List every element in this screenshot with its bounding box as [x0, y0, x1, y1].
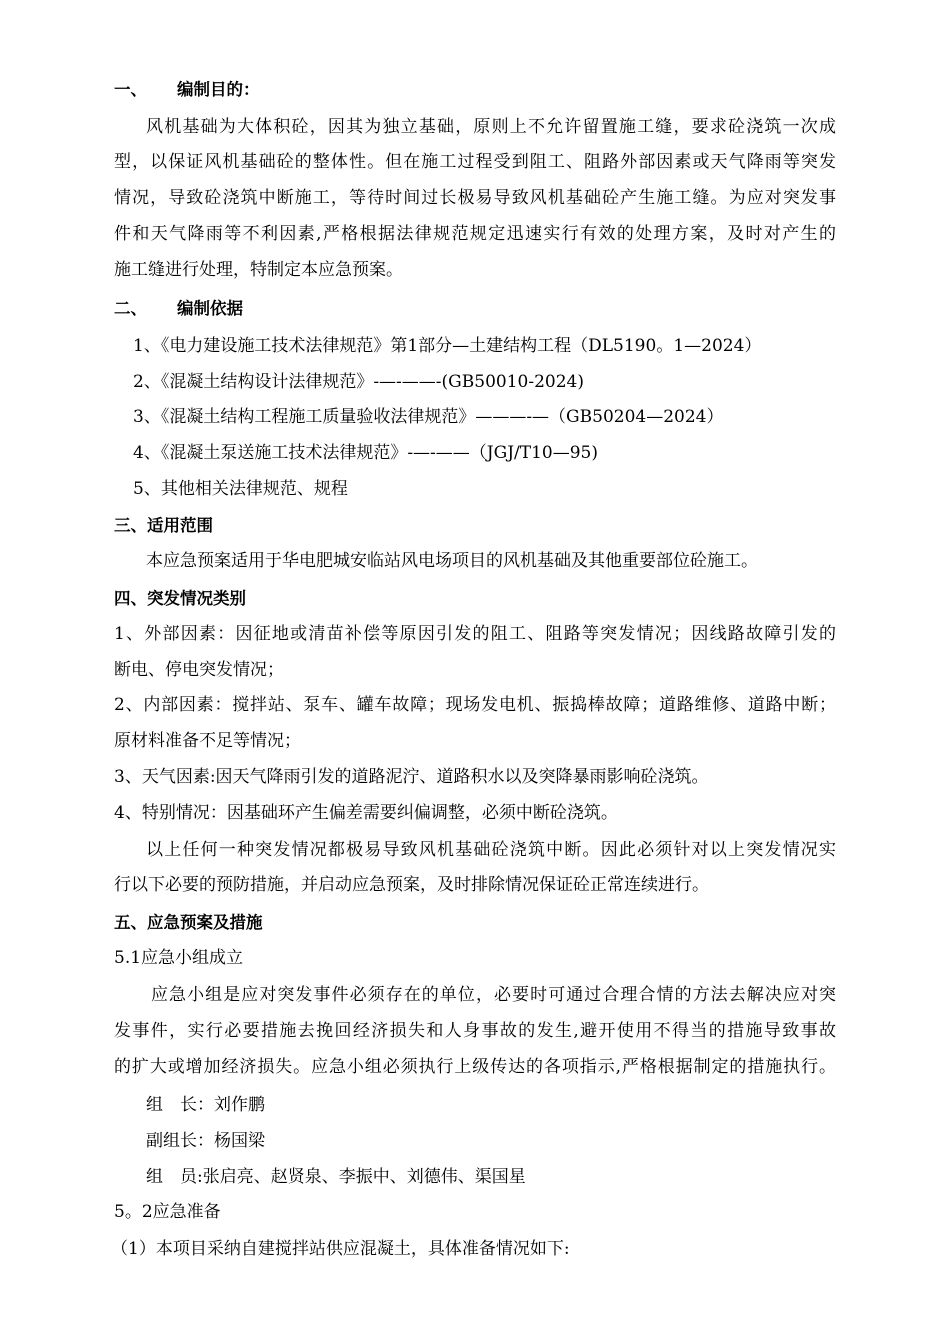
subheading-5-2: 5。2应急准备 [114, 1202, 221, 1222]
heading-2-number: 二、 [114, 299, 147, 318]
reference-item: 1、《电力建设施工技术法律规范》第1部分—土建结构工程（DL5190。1—2024） [133, 336, 762, 356]
paragraph-line: 原材料准备不足等情况； [114, 731, 301, 751]
paragraph-line: 型，以保证风机基础砼的整体性。但在施工过程受到阻工、阻路外部因素或天气降雨等突发 [114, 152, 836, 172]
paragraph-line: 断电、停电突发情况； [114, 660, 284, 680]
paragraph-line: 件和天气降雨等不利因素,严格根据法律规范规定迅速实行有效的处理方案，及时对产生的 [114, 224, 836, 244]
member-line: 组 员:张启亮、赵贤泉、李振中、刘德伟、渠国星 [146, 1167, 526, 1187]
heading-2-title: 编制依据 [177, 299, 243, 318]
paragraph-line: 1、外部因素：因征地或清苗补偿等原因引发的阻工、阻路等突发情况；因线路故障引发的 [114, 624, 836, 644]
heading-5: 五、应急预案及措施 [114, 913, 263, 932]
paragraph-line: 的扩大或增加经济损失。应急小组必须执行上级传达的各项指示,严格根据制定的措施执行。 [114, 1057, 836, 1077]
heading-4: 四、突发情况类别 [114, 589, 246, 608]
paragraph-line: 以上任何一种突发情况都极易导致风机基础砼浇筑中断。因此必须针对以上突发情况实 [146, 840, 836, 860]
heading-1-title: 编制目的： [177, 80, 260, 99]
paragraph-line: 行以下必要的预防措施，并启动应急预案，及时排除情况保证砼正常连续进行。 [114, 875, 709, 895]
reference-item: 3、《混凝土结构工程施工质量验收法律规范》———-—（GB50204—2024） [133, 407, 724, 427]
paragraph-line: 风机基础为大体积砼，因其为独立基础，原则上不允许留置施工缝，要求砼浇筑一次成 [146, 117, 836, 137]
heading-1 [114, 78, 260, 102]
paragraph-line: 发事件，实行必要措施去挽回经济损失和人身事故的发生,避开使用不得当的措施导致事故 [114, 1021, 836, 1041]
paragraph-line: 本应急预案适用于华电肥城安临站风电场项目的风机基础及其他重要部位砼施工。 [146, 551, 758, 571]
subheading-5-1: 5.1应急小组成立 [114, 948, 244, 968]
member-line: 组 长：刘作鹏 [146, 1095, 265, 1115]
heading-3: 三、适用范围 [114, 516, 213, 535]
heading-2 [114, 297, 243, 321]
heading-1-number: 一、 [114, 80, 147, 99]
list-item: （1）本项目采纳自建搅拌站供应混凝土，具体准备情况如下: [111, 1239, 570, 1259]
reference-item: 2、《混凝土结构设计法律规范》-—-——-(GB50010-2024) [133, 372, 584, 392]
paragraph-line: 4、特别情况：因基础环产生偏差需要纠偏调整，必须中断砼浇筑。 [114, 803, 618, 823]
paragraph-line: 施工缝进行处理，特制定本应急预案。 [114, 260, 403, 280]
reference-item: 4、《混凝土泵送施工技术法律规范》-—-——（JGJ/T10—95) [133, 443, 598, 463]
reference-item: 5、其他相关法律规范、规程 [133, 479, 348, 499]
member-line: 副组长：杨国梁 [146, 1131, 265, 1151]
paragraph-line: 2、内部因素：搅拌站、泵车、罐车故障；现场发电机、振捣棒故障；道路维修、道路中断； [114, 695, 836, 715]
paragraph-line: 情况，导致砼浇筑中断施工，等待时间过长极易导致风机基础砼产生施工缝。为应对突发事 [114, 188, 836, 208]
paragraph-line: 3、天气因素:因天气降雨引发的道路泥泞、道路积水以及突降暴雨影响砼浇筑。 [114, 767, 709, 787]
paragraph-line: 应急小组是应对突发事件必须存在的单位，必要时可通过合理合情的方法去解决应对突 [151, 985, 836, 1005]
